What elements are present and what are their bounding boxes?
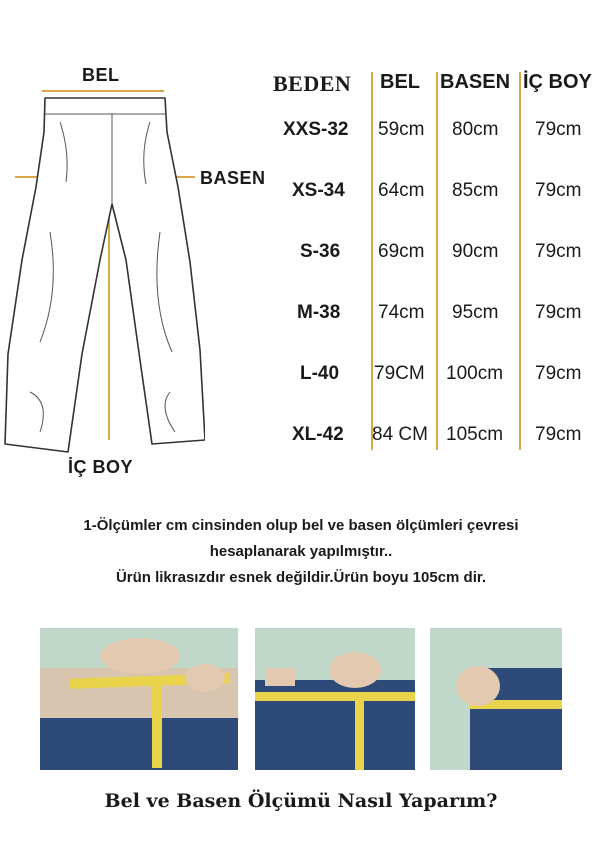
table-row-size: S-36 — [300, 241, 341, 262]
inseam-label: İÇ BOY — [68, 457, 134, 477]
waist-measure-photo — [40, 628, 238, 770]
table-row-size: M-38 — [297, 302, 341, 323]
table-header-inseam: İÇ BOY — [523, 71, 592, 93]
table-header-waist: BEL — [380, 71, 420, 93]
table-row-hip: 85cm — [452, 180, 499, 201]
table-row-waist: 59cm — [378, 119, 425, 140]
table-row-waist: 69cm — [378, 241, 425, 262]
table-row-waist: 74cm — [378, 302, 425, 323]
table-divider-3 — [519, 72, 521, 450]
table-row-size: L-40 — [300, 363, 340, 384]
table-divider-1 — [371, 72, 373, 450]
table-row-hip: 105cm — [446, 424, 504, 445]
table-header-size: BEDEN — [273, 71, 352, 96]
pants-illustration — [0, 92, 205, 462]
table-row-hip: 95cm — [452, 302, 499, 323]
table-header-hip: BASEN — [440, 71, 511, 93]
table-row-inseam: 79cm — [535, 363, 582, 384]
note-line-3: Ürün likrasızdır esnek değildir.Ürün boyu 105cm dir. — [115, 569, 487, 586]
table-row-hip: 100cm — [446, 363, 504, 384]
note-line-1: 1-Ölçümler cm cinsinden olup bel ve basen ölçümleri çevresi — [83, 517, 519, 534]
table-row-inseam: 79cm — [535, 424, 582, 445]
table-row-hip: 80cm — [452, 119, 499, 140]
hip-side-measure-photo — [430, 628, 562, 770]
table-row-size: XXS-32 — [283, 119, 349, 140]
footer-title: Bel ve Basen Ölçümü Nasıl Yaparım? — [104, 790, 498, 812]
table-row-inseam: 79cm — [535, 119, 582, 140]
table-divider-2 — [436, 72, 438, 450]
table-row-waist: 84 CM — [372, 424, 428, 445]
note-line-2: hesaplanarak yapılmıştır.. — [209, 543, 393, 560]
hip-label: BASEN — [200, 168, 266, 188]
table-row-inseam: 79cm — [535, 302, 582, 323]
hip-measure-photo — [255, 628, 415, 770]
table-row-size: XS-34 — [292, 180, 345, 201]
table-row-inseam: 79cm — [535, 241, 582, 262]
table-row-waist: 64cm — [378, 180, 425, 201]
table-row-inseam: 79cm — [535, 180, 582, 201]
table-row-waist: 79CM — [374, 363, 425, 384]
table-row-size: XL-42 — [292, 424, 344, 445]
waist-label: BEL — [82, 65, 120, 85]
table-row-hip: 90cm — [452, 241, 499, 262]
